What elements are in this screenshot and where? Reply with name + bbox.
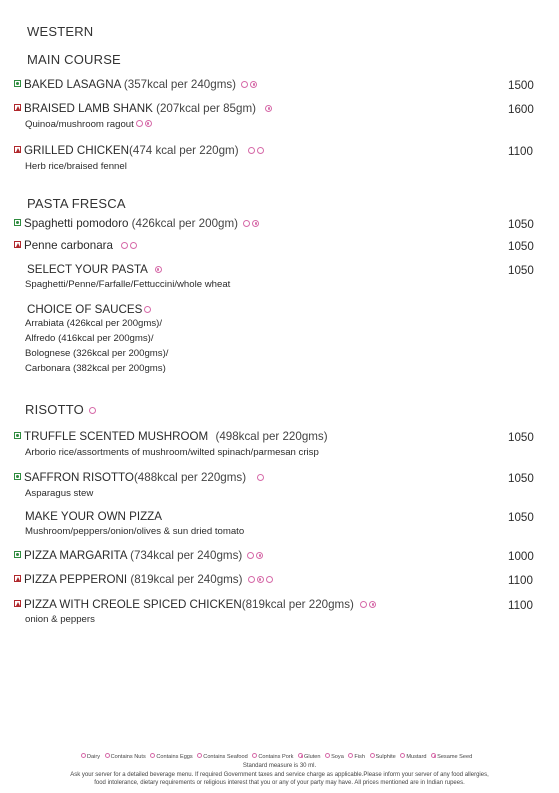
legend-label: Gluten <box>304 754 321 760</box>
non-veg-icon <box>14 241 21 248</box>
menu-item-pizza-pepperoni <box>14 573 273 586</box>
item-name: SELECT YOUR PASTA <box>27 263 148 276</box>
menu-item-spaghetti-pomodoro <box>14 217 259 230</box>
section-main-course: MAIN COURSE <box>27 52 121 67</box>
legend-label: Contains Pork <box>258 754 294 760</box>
gluten-icon <box>155 266 162 273</box>
dairy-icon <box>248 147 255 154</box>
fish-icon <box>348 753 353 758</box>
dairy-icon <box>241 81 248 88</box>
item-description: Arborio rice/assortments of mushroom/wilted spinach/parmesan crisp <box>25 447 319 458</box>
menu-item-pizza-creole-chicken <box>14 598 376 611</box>
item-name: GRILLED CHICKEN <box>24 144 130 157</box>
section-pasta-fresca: PASTA FRESCA <box>27 196 126 211</box>
gluten-icon <box>257 576 264 583</box>
menu-item-pizza-margarita <box>14 549 263 562</box>
item-kcal: (734kcal per 240gms) <box>130 549 243 562</box>
item-price: 1050 <box>508 511 534 524</box>
legend-label: Dairy <box>87 754 101 760</box>
item-price: 1500 <box>508 79 534 92</box>
item-name: BRAISED LAMB SHANK <box>24 102 153 115</box>
section-western: WESTERN <box>27 24 94 39</box>
sesame-icon <box>431 753 436 758</box>
sauce-option: Alfredo (416kcal per 200gms)/ <box>25 333 154 344</box>
legend-label: Contains Nuts <box>110 754 146 760</box>
item-name: TRUFFLE SCENTED MUSHROOM <box>24 430 209 443</box>
dairy-icon <box>247 552 254 559</box>
item-kcal: (498kcal per 220gms) <box>215 430 328 443</box>
item-price: 1050 <box>508 264 534 277</box>
menu-item-grilled-chicken <box>14 144 264 157</box>
sauce-option: Carbonara (382kcal per 200gms) <box>25 363 166 374</box>
item-description: Mushroom/peppers/onion/olives & sun dried tomato <box>25 526 245 537</box>
veg-icon <box>14 80 21 87</box>
gluten-icon <box>145 120 152 127</box>
dairy-icon <box>360 601 367 608</box>
item-description: Asparagus stew <box>25 488 94 499</box>
gluten-icon <box>369 601 376 608</box>
description-text: Quinoa/mushroom ragout <box>25 119 134 130</box>
menu-item-penne-carbonara <box>14 239 137 252</box>
item-description: Herb rice/braised fennel <box>25 161 127 172</box>
section-risotto <box>25 402 96 417</box>
dairy-icon <box>89 407 96 414</box>
item-price: 1050 <box>508 472 534 485</box>
item-price: 1050 <box>508 240 534 253</box>
item-price: 1000 <box>508 550 534 563</box>
dairy-icon <box>248 576 255 583</box>
gluten-icon <box>265 105 272 112</box>
pork-icon <box>252 753 257 758</box>
menu-item-saffron-risotto <box>14 471 264 484</box>
item-description: Spaghetti/Penne/Farfalle/Fettuccini/whole wheat <box>25 279 231 290</box>
item-name: PIZZA WITH CREOLE SPICED CHICKEN <box>24 598 242 611</box>
non-veg-icon <box>14 600 21 607</box>
menu-item-baked-lasagna <box>14 78 257 91</box>
item-kcal: (488kcal per 220gms) <box>133 471 247 484</box>
dairy-icon <box>144 306 151 313</box>
pork-icon <box>266 576 273 583</box>
sulphite-icon <box>257 147 264 154</box>
sulphite-icon <box>370 753 375 758</box>
section-title: RISOTTO <box>25 402 84 417</box>
legend-label: Contains Eggs <box>156 754 193 760</box>
menu-item-truffle-scented-mushroom <box>14 430 328 443</box>
item-price: 1100 <box>508 599 533 612</box>
sauce-option: Bolognese (326kcal per 200gms)/ <box>25 348 169 359</box>
mustard-icon <box>400 753 405 758</box>
menu-item-make-your-own-pizza: MAKE YOUR OWN PIZZA <box>25 510 162 523</box>
soya-icon <box>325 753 330 758</box>
item-price: 1050 <box>508 218 534 231</box>
footer-measure: Standard measure is 30 ml. <box>242 763 317 769</box>
item-price: 1100 <box>508 574 533 587</box>
item-name: PIZZA MARGARITA <box>24 549 127 562</box>
item-name: Penne carbonara <box>24 239 113 252</box>
item-kcal: (357kcal per 240gms) <box>123 78 237 91</box>
gluten-icon <box>298 753 303 758</box>
dairy-icon <box>243 220 250 227</box>
pork-icon <box>130 242 137 249</box>
item-description: onion & peppers <box>25 614 95 625</box>
legend-label: Fish <box>354 754 365 760</box>
legend-label: Mustard <box>406 754 427 760</box>
legend-label: Contains Seafood <box>203 754 248 760</box>
veg-icon <box>14 473 21 480</box>
non-veg-icon <box>14 146 21 153</box>
item-kcal: (819kcal per 220gms) <box>241 598 354 611</box>
item-name: CHOICE OF SAUCES <box>27 303 143 316</box>
nuts-icon <box>105 753 110 758</box>
gluten-icon <box>256 552 263 559</box>
item-description <box>25 119 152 130</box>
menu-item-braised-lamb-shank <box>14 102 272 115</box>
dairy-icon <box>81 753 86 758</box>
veg-icon <box>14 432 21 439</box>
veg-icon <box>14 219 21 226</box>
non-veg-icon <box>14 104 21 111</box>
gluten-icon <box>252 220 259 227</box>
item-name: Spaghetti pomodoro <box>24 217 129 230</box>
item-price: 1050 <box>508 431 534 444</box>
menu-item-choice-of-sauces <box>27 303 151 316</box>
dairy-icon <box>136 120 143 127</box>
item-name: PIZZA PEPPERONI <box>24 573 128 586</box>
seafood-icon <box>197 753 202 758</box>
veg-icon <box>14 551 21 558</box>
dairy-icon <box>257 474 264 481</box>
gluten-icon <box>250 81 257 88</box>
item-kcal: (207kcal per 85gm) <box>156 102 256 115</box>
item-price: 1600 <box>508 103 534 116</box>
allergen-legend <box>78 753 472 760</box>
legend-label: Sulphite <box>375 754 396 760</box>
legend-label: Soya <box>331 754 344 760</box>
sauce-option: Arrabiata (426kcal per 200gms)/ <box>25 318 163 329</box>
footer-disclaimer-1: Ask your server for a detailed beverage menu. If required Government taxes and service charge as applicable.Please inform your server of any food allergies, <box>70 772 489 778</box>
item-kcal: (474 kcal per 220gm) <box>129 144 239 157</box>
non-veg-icon <box>14 575 21 582</box>
item-price: 1100 <box>508 145 533 158</box>
legend-label: Sesame Seed <box>437 754 473 760</box>
item-kcal: (819kcal per 240gms) <box>130 573 243 586</box>
item-kcal: (426kcal per 200gm) <box>131 217 238 230</box>
menu-item-select-your-pasta <box>27 263 162 276</box>
item-name: BAKED LASAGNA <box>24 78 121 91</box>
eggs-icon <box>150 753 155 758</box>
eggs-icon <box>121 242 128 249</box>
footer-disclaimer-2: food intolerance, dietary requirements or religious interest that you or any of your party may have. All prices mentioned are in Indian rupees. <box>94 780 465 786</box>
item-name: SAFFRON RISOTTO <box>24 471 134 484</box>
